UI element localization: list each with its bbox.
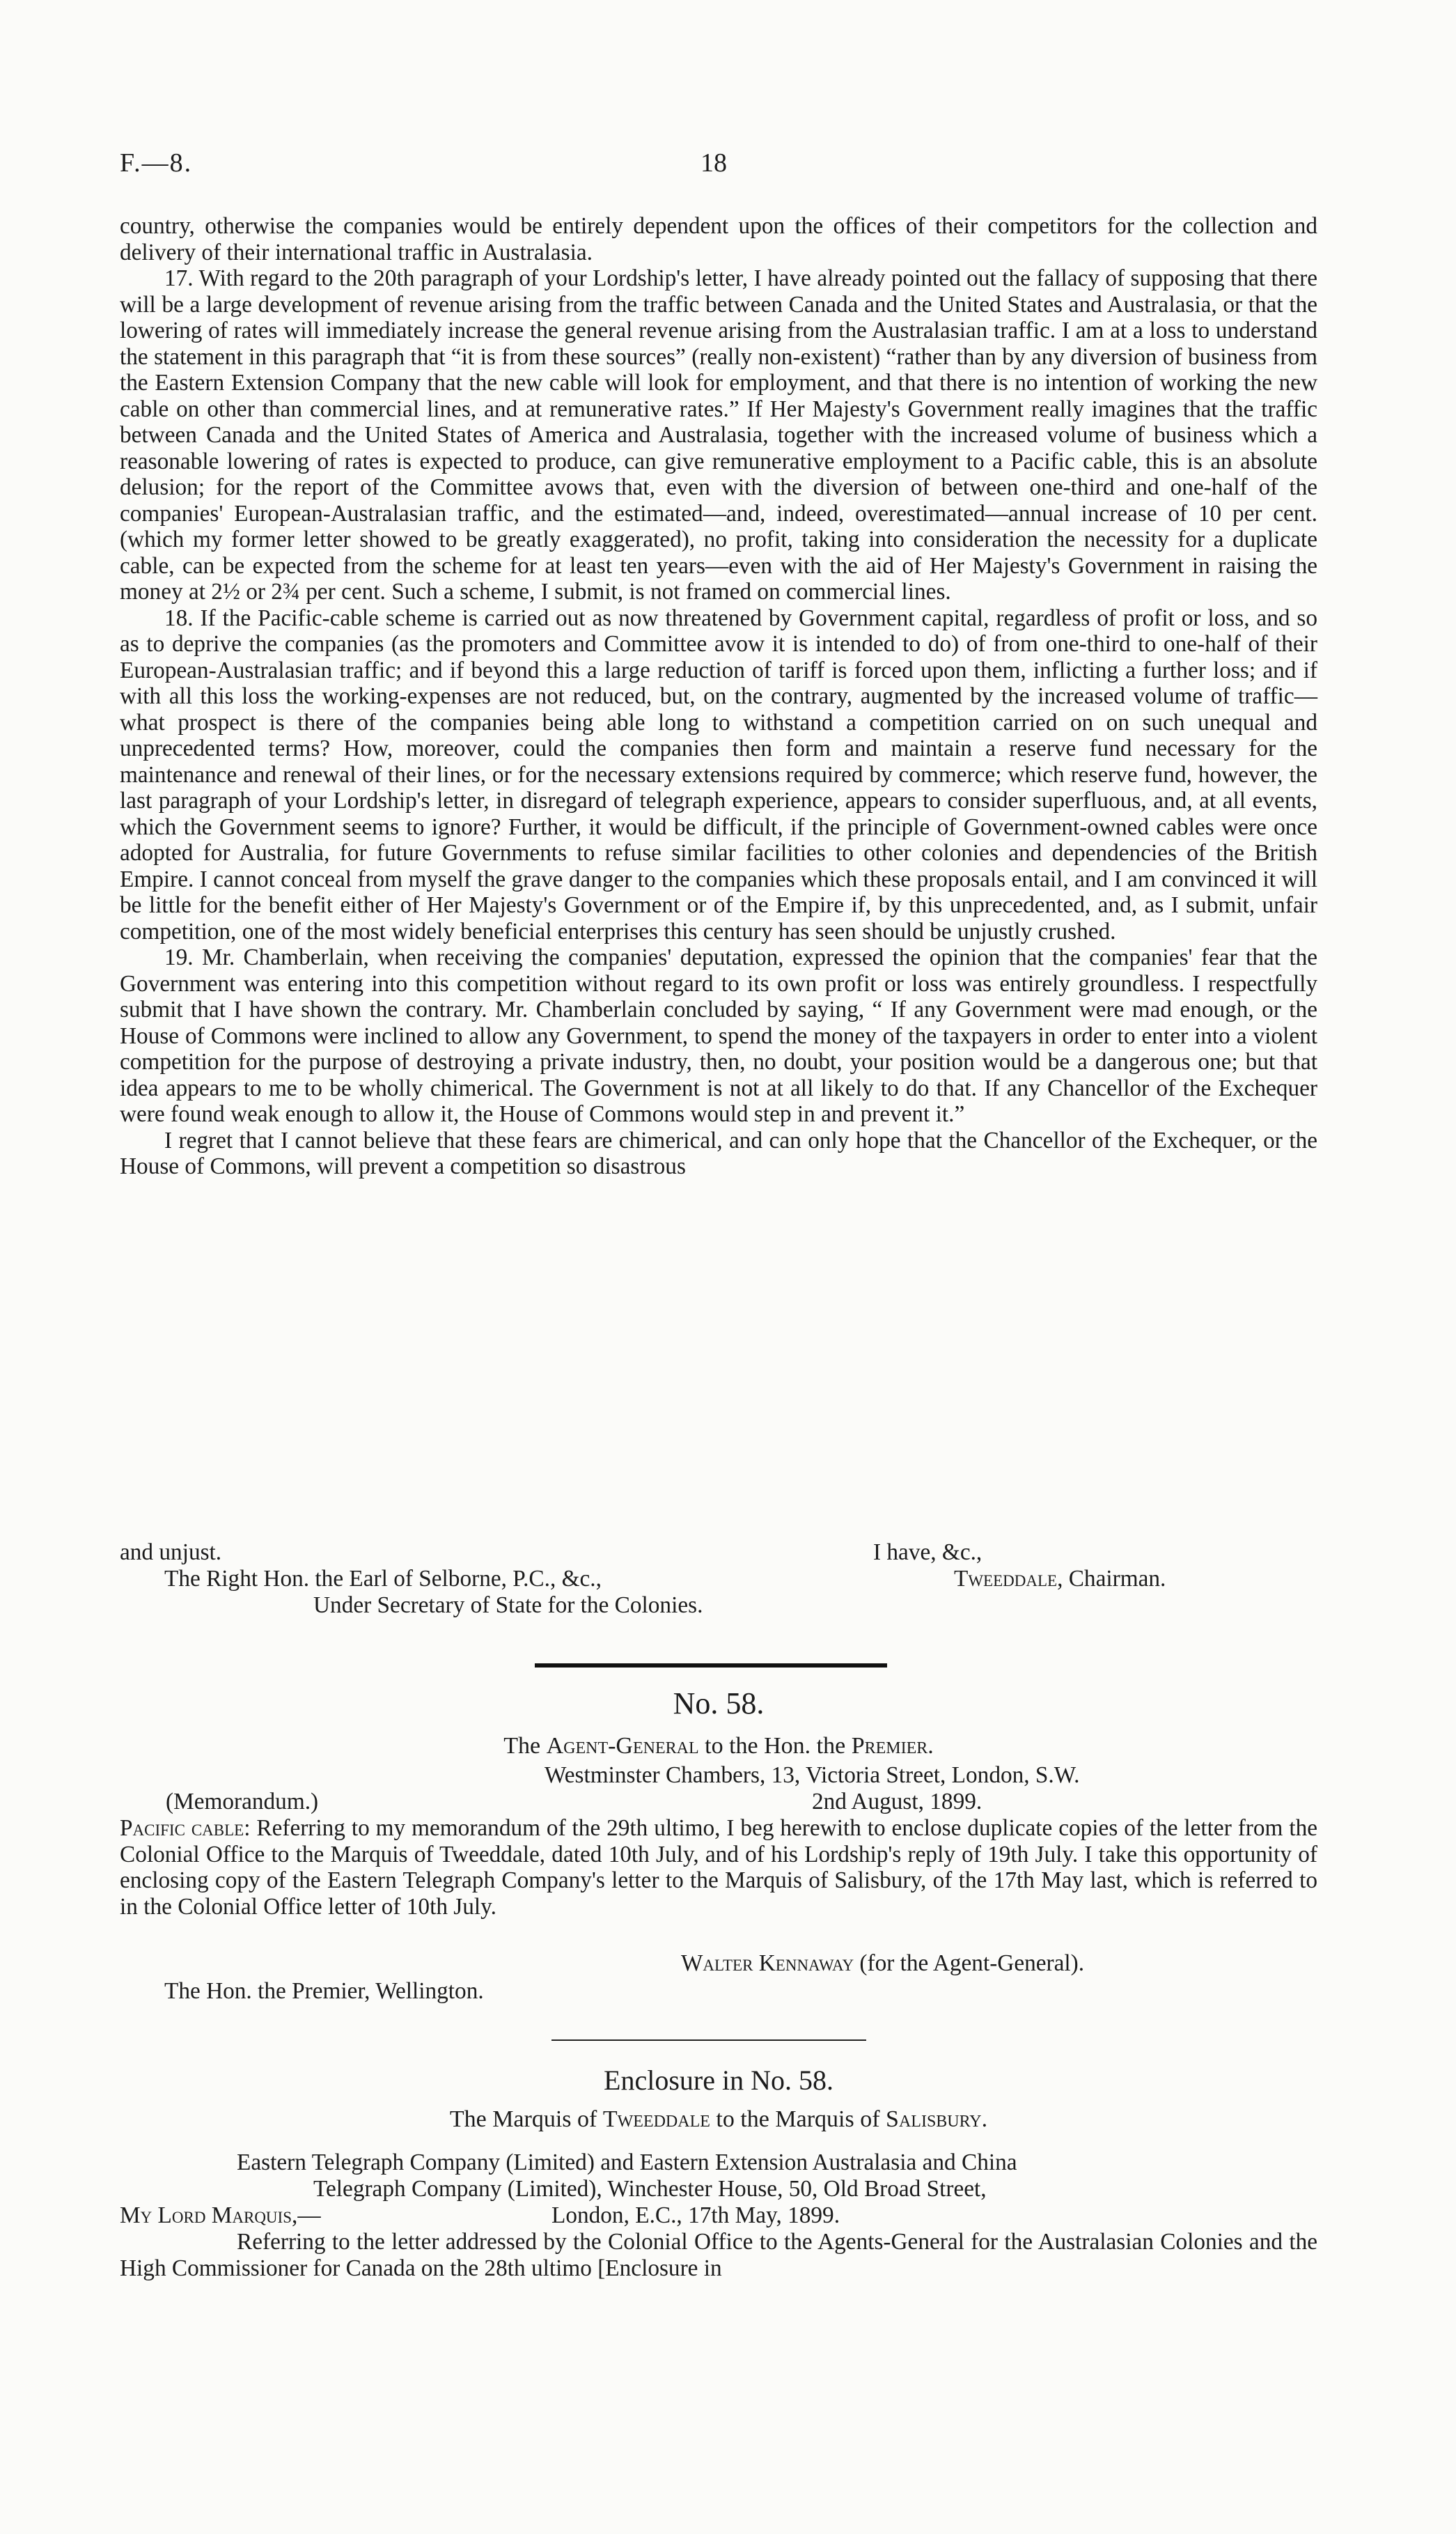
- doc58-paragraph: [120, 1815, 1317, 1920]
- document-number: No. 58.: [673, 1686, 765, 1720]
- paragraph-18: 18. If the Pacific-cable scheme is carried out as now threatened by Government capital, regardless of profit or loss, and so as to deprive the companies (as the promoters and Committee avow it is intended to do) of from one-third to one-half of their European-Australasian traffic; and if beyond this a large reduction of tariff is forced upon them, inflicting a further loss; and if with all this loss the working-expenses are not reduced, but, on the contrary, augmented by the increased volume of traffic—what prospect is there of the companies being able long to withstand a competition carried on on such unequal and unprecedented terms? How, moreover, could the companies then form and maintain a reserve fund necessary for the maintenance and renewal of their lines, or for the necessary extensions required by commerce; which reserve fund, however, the last paragraph of your Lordship's letter, in disregard of telegraph experience, appears to consider superfluous, and, at all events, which the Government seems to ignore? Further, it would be difficult, if the principle of Government-owned cables were once adopted for Australia, for future Governments to refuse similar facilities to other colonies and dependencies of the British Empire. I cannot conceal from myself the grave danger to the companies which these proposals entail, and I am convinced it will be little for the benefit either of Her Majesty's Government or of the Empire if, by this unprecedented, and, as I submit, unfair competition, one of the most widely beneficial enterprises this century has seen should be unjustly crushed.: [120, 605, 1317, 945]
- enclosure-heading: Enclosure in No. 58.: [604, 2065, 833, 2096]
- signatory-role: , Chairman.: [1057, 1566, 1166, 1592]
- letter-continuation: [120, 213, 1317, 1180]
- enclosure-title-pre: The Marquis of: [449, 2106, 603, 2132]
- enclosure-sender-line1: Eastern Telegraph Company (Limited) and Eastern Extension Australasia and China: [237, 2150, 1017, 2175]
- enclosure-body-text: Referring to the letter addressed by the Colonial Office to the Agents-General for the Australasian Colonies and the High Commissioner for Canada on the 28th ultimo [Enclosure in: [120, 2229, 1317, 2281]
- doc58-number-wrap: [120, 1686, 1317, 1722]
- enclosure-title-end: .: [981, 2106, 988, 2132]
- enclosure-title: [120, 2106, 1317, 2133]
- doc58-title-to: Premier: [851, 1733, 928, 1759]
- enclosure-title-to: Salisbury: [886, 2106, 982, 2132]
- paragraph-continuation: country, otherwise the companies would be entirely dependent upon the offices of their competitors for the collection and delivery of their international traffic in Australasia.: [120, 213, 1317, 265]
- doc58-title-mid: to the Hon. the: [698, 1733, 852, 1759]
- page-number: 18: [700, 148, 727, 178]
- enclosure-sender-line2: Telegraph Company (Limited), Winchester House, 50, Old Broad Street,: [313, 2176, 987, 2202]
- doc58-title-end: .: [927, 1733, 934, 1759]
- doc58-address: Westminster Chambers, 13, Victoria Street, London, S.W.: [545, 1762, 1080, 1788]
- doc58-body: [120, 1815, 1317, 1920]
- folio-reference: F.—8.: [120, 148, 193, 178]
- valediction: I have, &c.,: [873, 1539, 983, 1565]
- addressee: The Right Hon. the Earl of Selborne, P.C., &c.,: [164, 1566, 602, 1592]
- doc58-recipient: The Hon. the Premier, Wellington.: [164, 1978, 484, 2004]
- doc58-signature-note: (for the Agent-General).: [854, 1950, 1085, 1976]
- doc58-date: 2nd August, 1899.: [812, 1789, 983, 1814]
- doc58-title-pre: The: [503, 1733, 547, 1759]
- paragraph-17: 17. With regard to the 20th paragraph of your Lordship's letter, I have already pointed out the fallacy of supposing that there will be a large development of revenue arising from the traffic between Canada and the United States and Australasia, or that the lowering of rates will immediately increase the general revenue arising from the Australasian traffic. I am at a loss to understand the statement in this paragraph that “it is from these sources” (really non-existent) “rather than by any diversion of business from the Eastern Extension Company that the new cable will look for employment, and that there is no intention of working the new cable on other than commercial lines, and at remunerative rates.” If Her Majesty's Government really imagines that the traffic between Canada and the United States of America and Australasia, together with the increased volume of business which a reasonable lowering of rates is expected to produce, can give remunerative employment to a Pacific cable, this is an absolute delusion; for the report of the Committee avows that, even with the diversion of between one-third and one-half of the companies' European-Australasian traffic, and the estimated—and, indeed, overestimated—annual increase of 10 per cent. (which my former letter showed to be greatly exaggerated), no profit, taking into consideration the necessity for a duplicate cable, can be expected from the scheme for at least ten years—even with the aid of Her Majesty's Government in raising the money at 2½ or 2¾ per cent. Such a scheme, I submit, is not framed on commercial lines.: [120, 265, 1317, 605]
- enclosure-title-mid: to the Marquis of: [710, 2106, 886, 2132]
- enclosure-body: [120, 2229, 1317, 2281]
- closing-last-words: and unjust.: [120, 1539, 222, 1565]
- enclosure-title-from: Tweeddale: [602, 2106, 710, 2132]
- doc58-title-from: Agent-General: [546, 1733, 699, 1759]
- enclosure-heading-wrap: [120, 2063, 1317, 2098]
- enclosure-place-date: London, E.C., 17th May, 1899.: [551, 2202, 840, 2228]
- doc58-signature-name: Walter Kennaway: [681, 1950, 854, 1976]
- doc58-subject: Pacific cable: [120, 1815, 244, 1841]
- addressee-title: Under Secretary of State for the Colonies.: [313, 1592, 703, 1618]
- paragraph-19: 19. Mr. Chamberlain, when receiving the companies' deputation, expressed the opinion that the companies' fear that the Government was entering into this competition without regard to its own profit or loss was entirely groundless. I respectfully submit that I have shown the contrary. Mr. Chamberlain concluded by saying, “ If any Government were mad enough, or the House of Commons were inclined to allow any Government, to spend the money of the taxpayers in order to enter into a violent competition for the purpose of destroying a private industry, then, no doubt, your position would be a dangerous one; but that idea appears to me to be wholly chimerical. The Government is not at all likely to do that. If any Chancellor of the Exchequer were found weak enough to allow it, the House of Commons would step in and prevent it.”: [120, 945, 1317, 1127]
- doc58-title: [120, 1733, 1317, 1759]
- section-divider-thick: [535, 1663, 887, 1668]
- paragraph-regret: I regret that I cannot believe that these fears are chimerical, and can only hope that the Chancellor of the Exchequer, or the House of Commons, will prevent a competition so disastrous: [120, 1127, 1317, 1179]
- page-header: [120, 148, 1317, 189]
- signatory-name: Tweeddale: [954, 1566, 1058, 1592]
- signature-block: [954, 1566, 1166, 1592]
- doc58-body-text: : Referring to my memorandum of the 29th ultimo, I beg herewith to enclose duplicate copies of the letter from the Colonial Office to the Marquis of Tweeddale, dated 10th July, and of his Lordship's reply of 19th July. I take this opportunity of enclosing copy of the Eastern Telegraph Company's letter to the Marquis of Salisbury, of the 17th May last, which is referred to in the Colonial Office letter of 10th July.: [120, 1815, 1317, 1920]
- section-divider-thin: [551, 2039, 866, 2041]
- doc58-signature: [681, 1950, 1084, 1977]
- enclosure-salutation: My Lord Marquis,—: [120, 2202, 321, 2228]
- doc58-memo-label: (Memorandum.): [166, 1789, 319, 1814]
